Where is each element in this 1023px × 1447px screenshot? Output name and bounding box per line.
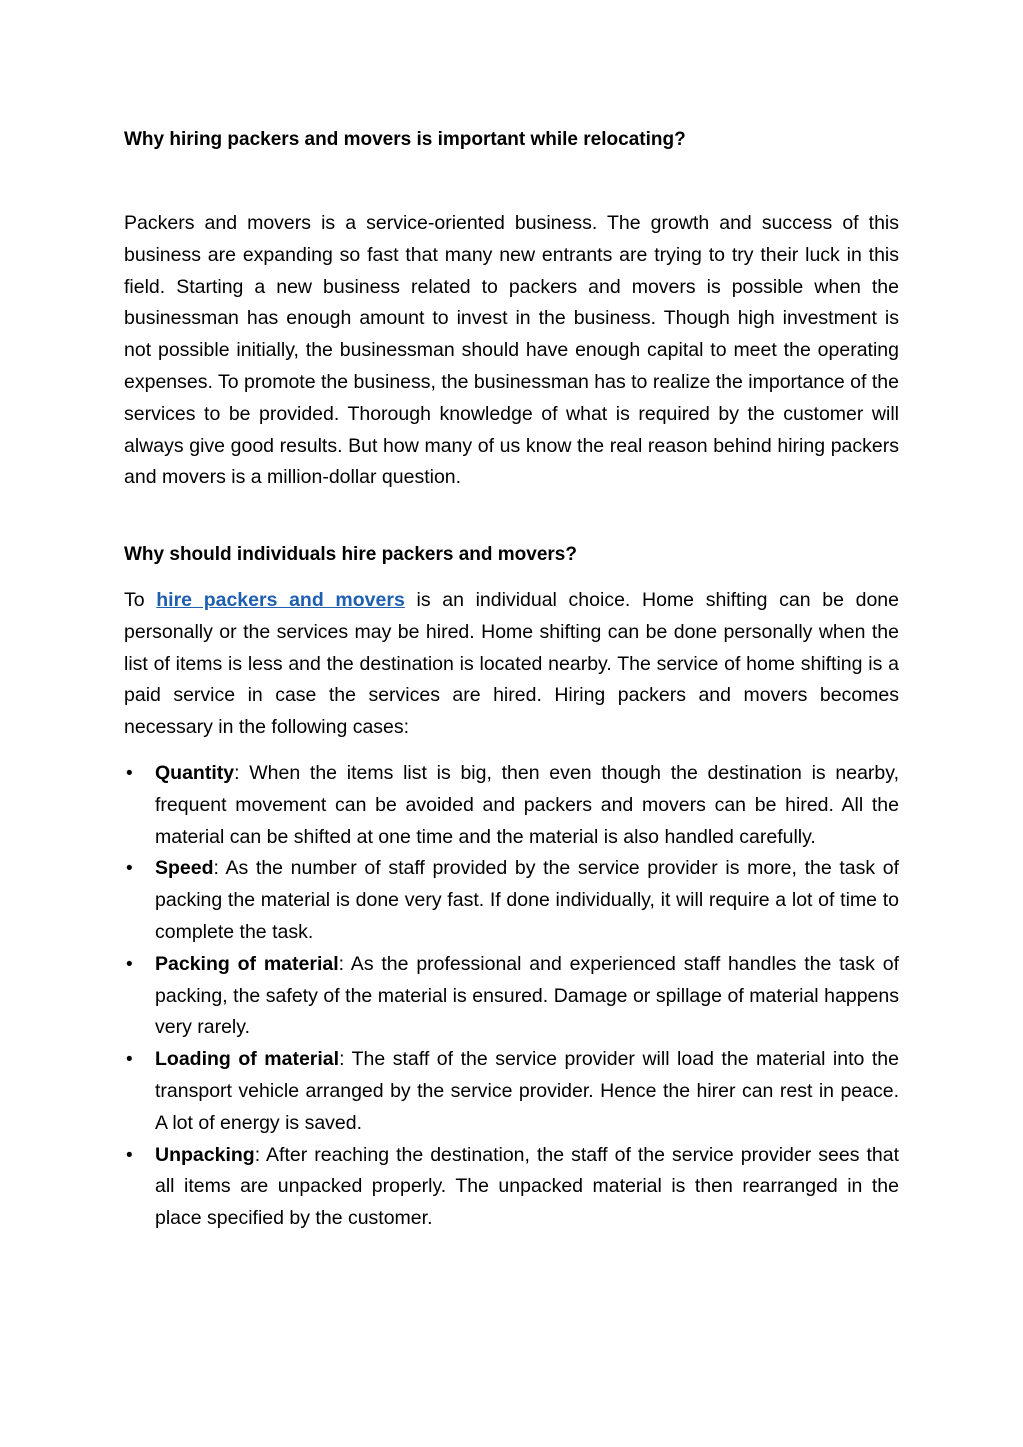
list-item-term: Quantity [155,762,235,784]
list-item-quantity [124,758,899,853]
choice-text-after-link: is an individual choice. Home shifting can be done personally or the services may be hired. Home shifting can be done personally when the list of items is less and the destination is located nearby. The service of home shifting is a paid service in case the services are hired. Hiring packers and movers becomes necessary in the following cases: [124,589,899,739]
intro-paragraph: Packers and movers is a service-oriented business. The growth and success of this business are expanding so fast that many new entrants are trying to try their luck in this field. Starting a new business related to packers and movers is possible when the businessman has enough amount to invest in the business. Though high investment is not possible initially, the businessman should have enough capital to meet the operating expenses. To promote the business, the businessman has to realize the importance of the services to be provided. Thorough knowledge of what is required by the customer will always give good results. But how many of us know the real reason behind hiring packers and movers is a million-dollar question. [124,212,899,489]
list-item-text: : When the items list is big, then even though the destination is nearby, frequent movement can be avoided and packers and movers can be hired. All the material can be shifted at one time and the material is also handled carefully. [155,762,899,848]
list-item-packing [124,949,899,1044]
list-item-unpacking [124,1140,899,1235]
bullet-icon: • [126,763,133,784]
bullet-icon: • [126,1049,133,1071]
list-item-term: Loading of material [155,1048,340,1071]
bullet-icon: • [126,858,133,880]
list-item-term: Unpacking [155,1143,255,1166]
cases-list [124,758,899,1235]
list-item-text: : As the professional and experienced staff handles the task of packing, the safety of the material is ensured. Damage or spillage of material happens very rarely. [155,952,899,1039]
bullet-icon: • [126,1144,133,1166]
list-item-text: : As the number of staff provided by the service provider is more, the task of packing the material is done very fast. If done individually, it will require a lot of time to complete the task. [155,857,899,943]
document-title: Why hiring packers and movers is important while relocating? [124,129,686,150]
list-item-term: Packing of material [155,952,339,975]
list-item-text: : After reaching the destination, the staff of the service provider sees that all items are unpacked properly. The unpacked material is then rearranged in the place specified by the customer. [155,1143,899,1230]
list-item-loading [124,1044,899,1139]
list-item-term: Speed [155,857,214,880]
choice-paragraph [124,585,899,744]
bullet-icon: • [126,953,133,975]
list-item-speed [124,853,899,948]
hire-packers-link[interactable]: hire packers and movers [156,589,405,611]
section-heading: Why should individuals hire packers and movers? [124,544,577,565]
list-item-text: : The staff of the service provider will load the material into the transport vehicle arranged by the service provider. Hence the hirer can rest in peace. A lot of energy is saved. [155,1048,899,1134]
choice-text-before-link: To [124,589,157,611]
